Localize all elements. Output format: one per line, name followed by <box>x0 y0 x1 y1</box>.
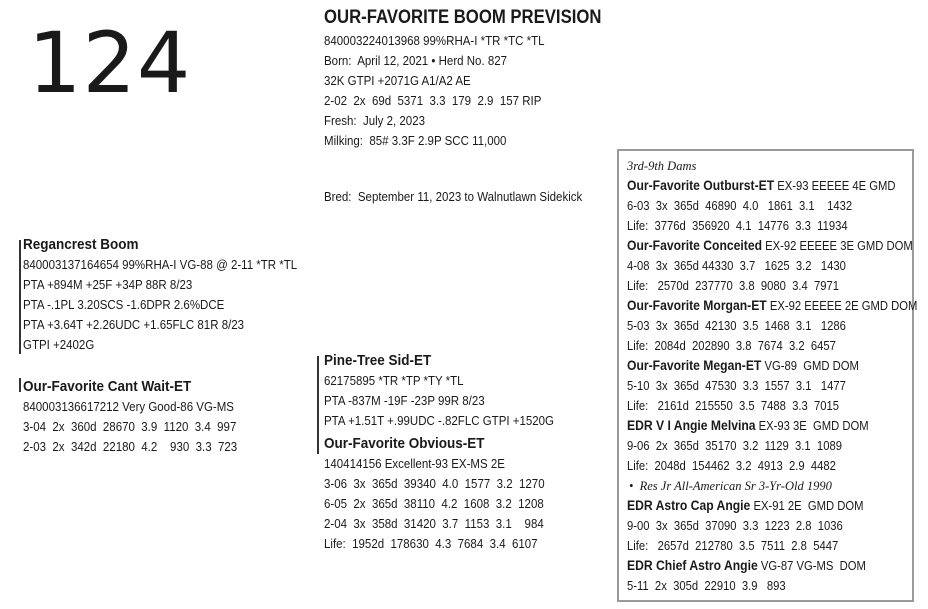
dam-entry-classification: EX-91 2E GMD DOM <box>750 499 864 513</box>
dam-name: Our-Favorite Cant Wait-ET <box>23 378 192 395</box>
pedigree-bracket <box>19 378 21 392</box>
sire-line: GTPI +2402G <box>23 338 95 352</box>
sire-line: PTA +3.64T +2.26UDC +1.65FLC 81R 8/23 <box>23 318 245 332</box>
granddam-block <box>324 434 564 554</box>
dam-line: 3-04 2x 360d 28670 3.9 1120 3.4 997 <box>23 420 237 434</box>
sire-line: 840003137164654 99%RHA-I VG-88 @ 2-11 *TR *TL <box>23 258 298 272</box>
sire-name: Regancrest Boom <box>23 236 139 253</box>
sire-line: PTA -.1PL 3.20SCS -1.6DPR 2.6%DCE <box>23 298 225 312</box>
birth-line: Born: April 12, 2021 • Herd No. 827 <box>324 54 508 68</box>
dam-entry-line: 9-00 3x 365d 37090 3.3 1223 2.8 1036 <box>627 519 843 533</box>
dam-entry-classification: EX-93 3E GMD DOM <box>755 419 869 433</box>
box-heading: 3rd-9th Dams <box>627 159 697 173</box>
dam-entry-line: Life: 2084d 202890 3.8 7674 3.2 6457 <box>627 339 836 353</box>
record-line: 2-02 2x 69d 5371 3.3 179 2.9 157 RIP <box>324 94 542 108</box>
dam-entry-name: Our-Favorite Outburst-ET <box>627 178 775 193</box>
dam-entry-line: Life: 2161d 215550 3.5 7488 3.3 7015 <box>627 399 840 413</box>
dam-entry-name: Our-Favorite Megan-ET <box>627 358 762 373</box>
genomic-line: 32K GTPI +2071G A1/A2 AE <box>324 74 471 88</box>
extended-dams-box <box>617 149 918 602</box>
dam-entry-classification: EX-93 EEEEE 4E GMD <box>774 179 896 193</box>
fresh-line: Fresh: July 2, 2023 <box>324 114 425 128</box>
dam-line: 2-03 2x 342d 22180 4.2 930 3.3 723 <box>23 440 238 454</box>
dam-entry-name: EDR Chief Astro Angie <box>627 558 758 573</box>
dam-entry-line: Life: 2570d 237770 3.8 9080 3.4 7971 <box>627 279 840 293</box>
milking-line: Milking: 85# 3.3F 2.9P SCC 11,000 <box>324 134 507 148</box>
dam-entry-classification: EX-92 EEEEE 3E GMD DOM <box>762 239 913 253</box>
dam-entry-classification: VG-87 VG-MS DOM <box>757 559 866 573</box>
dam-entry-line: Life: 2657d 212780 3.5 7511 2.8 5447 <box>627 539 839 553</box>
granddam-line: 140414156 Excellent-93 EX-MS 2E <box>324 457 505 471</box>
dam-entry <box>627 556 917 576</box>
granddam-line: 3-06 3x 365d 39340 4.0 1577 3.2 1270 <box>324 477 545 491</box>
animal-name: OUR-FAVORITE BOOM PREVISION <box>324 7 602 28</box>
dam-entry-line: 5-10 3x 365d 47530 3.3 1557 3.1 1477 <box>627 379 846 393</box>
dam-entry-line: 5-11 2x 305d 22910 3.9 893 <box>627 579 786 593</box>
dam-entry <box>627 296 917 316</box>
dam-entry-line: Life: 2048d 154462 3.2 4913 2.9 4482 <box>627 459 836 473</box>
mgs-line: PTA -837M -19F -23P 99R 8/23 <box>324 394 485 408</box>
mgs-line: 62175895 *TR *TP *TY *TL <box>324 374 464 388</box>
dam-entry-line: Life: 3776d 356920 4.1 14776 3.3 11934 <box>627 219 848 233</box>
lot-number: 124 <box>28 14 192 112</box>
dam-entry-classification: EX-92 EEEEE 2E GMD DOM <box>766 299 918 313</box>
animal-details <box>324 31 564 151</box>
dam-entry <box>627 496 917 516</box>
dam-entry <box>627 236 917 256</box>
mgs-block <box>324 351 574 431</box>
dam-entry-name: EDR V I Angie Melvina <box>627 418 756 433</box>
sire-line: PTA +894M +25F +34P 88R 8/23 <box>23 278 193 292</box>
mgs-line: PTA +1.51T +.99UDC -.82FLC GTPI +1520G <box>324 414 555 428</box>
granddam-line: 2-04 3x 358d 31420 3.7 1153 3.1 984 <box>324 517 544 531</box>
award-note: • Res Jr All-American Sr 3-Yr-Old 1990 <box>629 479 832 493</box>
dam-entry-name: Our-Favorite Morgan-ET <box>627 298 767 313</box>
granddam-line: 6-05 2x 365d 38110 4.2 1608 3.2 1208 <box>324 497 544 511</box>
dam-entry-name: EDR Astro Cap Angie <box>627 498 751 513</box>
granddam-line: Life: 1952d 178630 4.3 7684 3.4 6107 <box>324 537 538 551</box>
dam-block <box>23 377 256 457</box>
dam-entry-line: 6-03 3x 365d 46890 4.0 1861 3.1 1432 <box>627 199 853 213</box>
dam-entry-line: 5-03 3x 365d 42130 3.5 1468 3.1 1286 <box>627 319 846 333</box>
sire-block <box>23 235 321 355</box>
dam-entry <box>627 416 917 436</box>
dam-entry-line: 9-06 2x 365d 35170 3.2 1129 3.1 1089 <box>627 439 842 453</box>
dam-entry-name: Our-Favorite Conceited <box>627 238 763 253</box>
animal-id-line: 840003224013968 99%RHA-I *TR *TC *TL <box>324 34 545 48</box>
pedigree-bracket <box>19 240 21 354</box>
dam-entry-classification: VG-89 GMD DOM <box>761 359 859 373</box>
dam-entry <box>627 176 917 196</box>
dam-line: 840003136617212 Very Good-86 VG-MS <box>23 400 234 414</box>
bred-line: Bred: September 11, 2023 to Walnutlawn Sidekick <box>324 190 583 204</box>
dam-entry-line: 4-08 3x 365d 44330 3.7 1625 3.2 1430 <box>627 259 846 273</box>
pedigree-bracket <box>317 356 319 454</box>
granddam-name: Our-Favorite Obvious-ET <box>324 435 485 452</box>
dam-entry <box>627 356 917 376</box>
mgs-name: Pine-Tree Sid-ET <box>324 352 432 369</box>
